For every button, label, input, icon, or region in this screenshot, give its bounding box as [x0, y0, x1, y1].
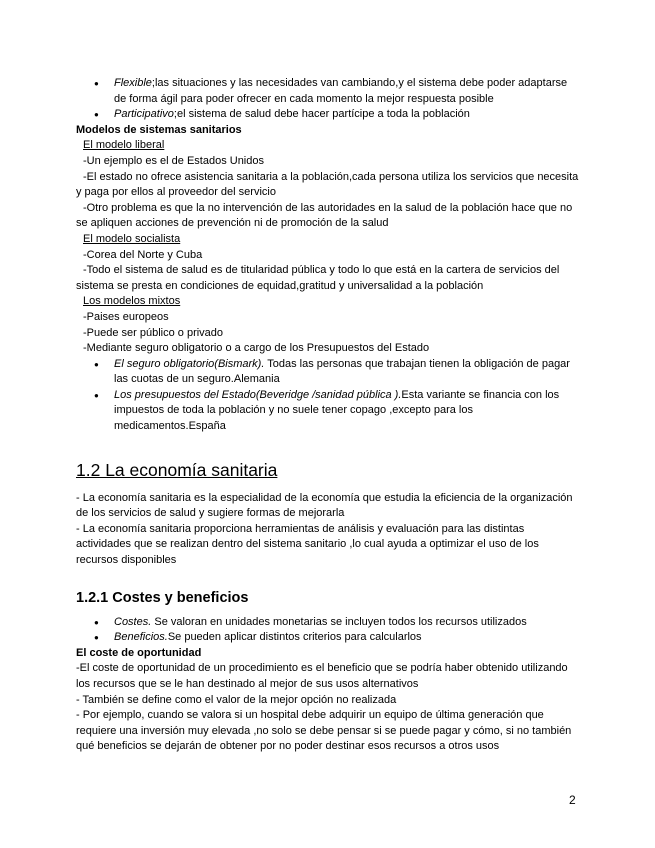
bullet-term: Costes.	[114, 615, 152, 628]
section-1-2-1-heading: 1.2.1 Costes y beneficios	[76, 589, 249, 606]
paragraph: -Corea del Norte y Cuba	[83, 248, 203, 261]
paragraph: - También se define como el valor de la mejor opción no realizada	[76, 693, 397, 706]
mixtos-title: Los modelos mixtos	[83, 295, 181, 308]
paragraph: -Otro problema es que la no intervención de las autoridades en la salud de la población hace que no se apliquen acciones de prevención ni de promoción de la salud	[76, 201, 573, 230]
bullet-text: Todas las personas que trabajan tienen la obligación de pagar las cuotas de un seguro.Alemania	[114, 357, 570, 386]
bullet-text: Esta variante se financia con los impuestos de toda la población y no suele tener copago ,excepto para los medicamentos.España	[114, 388, 560, 433]
bullet-term: Beneficios.	[114, 631, 168, 644]
bullet-term: Los presupuestos del Estado(Beveridge /sanidad pública ).	[114, 388, 402, 401]
paragraph: -El coste de oportunidad de un procedimiento es el beneficio que se podría haber obtenido utilizando los recursos que se le han destinado al mejor de sus usos alternativos	[76, 662, 568, 690]
paragraph: - La economía sanitaria es la especialidad de la economía que estudia la eficiencia de la organización de los servicios de salud y sugiere formas de mejorarla	[76, 491, 573, 520]
page-content	[76, 76, 579, 755]
paragraph: -Todo el sistema de salud es de titularidad pública y todo lo que está en la cartera de servicios del sistema se presta en condiciones de equidad,gratitud y universalidad a la población	[76, 264, 560, 292]
paragraph: -El estado no ofrece asistencia sanitaria a la población,cada persona utiliza los servicios que necesita y paga por ellos al proveedor del servicio	[76, 170, 579, 199]
costs-benefits-list	[76, 615, 579, 646]
bullet-text: Se pueden aplicar distintos criterios para calcularlos	[167, 631, 422, 644]
liberal-title: El modelo liberal	[83, 139, 165, 152]
list-item	[114, 76, 579, 107]
paragraph: -Mediante seguro obligatorio o a cargo de los Presupuestos del Estado	[83, 342, 430, 355]
paragraph: -Puede ser público o privado	[83, 326, 224, 339]
opportunity-cost-heading: El coste de oportunidad	[76, 646, 202, 659]
list-item	[114, 388, 579, 435]
principles-list	[76, 76, 579, 123]
bullet-term: Flexible	[114, 77, 152, 89]
page-number: 2	[569, 793, 576, 807]
paragraph: - La economía sanitaria proporciona herramientas de análisis y evaluación para las distintas actividades que se realizan dentro del sistema sanitario ,lo cual ayuda a optimizar el uso de los recursos disponibles	[76, 522, 539, 567]
list-item	[114, 107, 579, 123]
bullet-separator: ;	[151, 77, 155, 89]
mixed-models-list	[76, 357, 579, 435]
models-heading: Modelos de sistemas sanitarios	[76, 123, 242, 136]
paragraph: -Paises europeos	[83, 310, 169, 323]
bullet-separator: ;	[173, 108, 177, 121]
socialista-title: El modelo socialista	[83, 232, 181, 245]
bullet-text: las situaciones y las necesidades van cambiando,y el sistema debe poder adaptarse de forma ágil para poder ofrecer en cada momento la mejor respuesta posible	[114, 77, 568, 105]
bullet-text: el sistema de salud debe hacer partícipe a toda la población	[176, 108, 470, 121]
bullet-term: Participativo	[114, 108, 174, 121]
list-item	[114, 357, 579, 388]
list-item	[114, 630, 579, 646]
bullet-text: Se valoran en unidades monetarias se incluyen todos los recursos utilizados	[151, 615, 527, 628]
paragraph: -Un ejemplo es el de Estados Unidos	[83, 154, 264, 167]
bullet-term: El seguro obligatorio(Bismark).	[114, 357, 265, 370]
paragraph: - Por ejemplo, cuando se valora si un hospital debe adquirir un equipo de última generación que requiere una inversión muy elevada ,no solo se debe pensar si se puede pagar y cómo, si no también qué beneficios se dejarán de obtener por no poder destinar esos recursos a otros usos	[76, 709, 572, 753]
list-item	[114, 615, 579, 631]
section-1-2-heading: 1.2 La economía sanitaria	[76, 459, 278, 480]
